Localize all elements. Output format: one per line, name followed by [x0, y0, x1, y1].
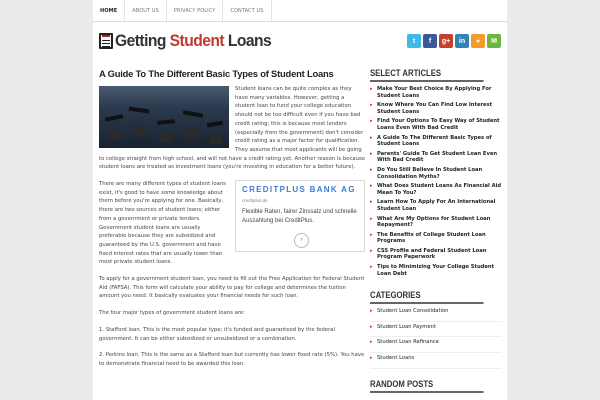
article-body: [99, 85, 365, 369]
widget-title: SELECT ARTICLES: [370, 68, 484, 82]
category-link[interactable]: ▸ Student Loan Refinance: [370, 339, 502, 353]
article-paragraph: The four major types of government student loans are:: [99, 310, 245, 317]
article-link[interactable]: ▸ What Does Student Loans As Financial Aid Mean To You?: [370, 183, 502, 199]
article-link[interactable]: ▸ Parents' Guide To Get Student Loan Even With Bad Credit: [370, 151, 502, 167]
site-title: Getting Student Loans: [115, 31, 272, 50]
nav-privacy-policy[interactable]: PRIVACY POLICY: [167, 0, 224, 21]
linkedin-icon[interactable]: in: [455, 34, 469, 48]
email-icon[interactable]: ✉: [487, 34, 501, 48]
sidebar: [370, 68, 502, 400]
article-link[interactable]: ▸ A Guide To The Different Basic Types of Student Loans: [370, 135, 502, 151]
site-logo[interactable]: [99, 31, 285, 51]
notebook-icon: [99, 33, 113, 49]
graduation-photo: [99, 86, 229, 148]
googleplus-icon[interactable]: g+: [439, 34, 453, 48]
main-content: [99, 68, 365, 377]
ad-domain: creditplus.de: [242, 198, 268, 204]
nav-contact-us[interactable]: CONTACT US: [223, 0, 271, 21]
article-link[interactable]: ▸ Do You Still Believe In Student Loan Consolidation Myths?: [370, 167, 502, 183]
categories-widget: [370, 290, 502, 368]
category-link[interactable]: ▸ Student Loan Payment: [370, 324, 502, 338]
article-paragraph: Student loans can be quite complex as they have many variables. However, getting a student loan to fund your college education should not be too difficult even if you have bad credit rating; this is because most lenders (especially from the government) don't consider credit rating as a major factor for qualification. They assume that most applicants will be going to college straight from high school, and will not have a credit rating yet. Another reason is because student loans are treated as investment loans (you're investing in education for a better future).: [99, 86, 366, 171]
article-link[interactable]: ▸ Tips to Minimizing Your College Student Loan Debt: [370, 264, 502, 280]
article-link[interactable]: ▸ What Are My Options for Student Loan Repayment?: [370, 216, 502, 232]
page-container: [93, 0, 507, 400]
top-nav: [93, 0, 507, 22]
widget-title: RANDOM POSTS: [370, 379, 484, 393]
ad-banner[interactable]: [235, 180, 365, 252]
article-link[interactable]: ▸ Learn How To Apply For An International Student Loan: [370, 199, 502, 215]
ad-title[interactable]: CREDITPLUS BANK AG: [242, 185, 356, 195]
article-paragraph: To apply for a government student loan, you need to fill out the Free Application for Federal Student Aid (FAFSA). This form will calculate your ability to pay for college and determines the tuition amount you need. It basically evaluates your financial needs for such loan.: [99, 276, 365, 300]
site-header: [93, 22, 507, 62]
category-link[interactable]: ▸ Student Loans: [370, 355, 502, 369]
random-posts-widget: [370, 379, 502, 393]
chevron-right-icon[interactable]: ›: [294, 233, 309, 248]
article-link[interactable]: ▸ Know Where You Can Find Low Interest Student Loans: [370, 102, 502, 118]
article-link[interactable]: ▸ Find Your Options To Easy Way of Student Loans Even With Bad Credit: [370, 118, 502, 134]
article-paragraph: 2. Perkins loan. This is the same as a Stafford loan but currently has lower fixed rate (5%). You have to demonstrate financial need to be awarded this loan.: [99, 352, 365, 367]
twitter-icon[interactable]: t: [407, 34, 421, 48]
category-link[interactable]: ▸ Student Loan Consolidation: [370, 308, 502, 322]
select-articles-widget: [370, 68, 502, 280]
rss-icon[interactable]: ●: [471, 34, 485, 48]
social-links: [407, 34, 501, 48]
widget-title: CATEGORIES: [370, 290, 484, 304]
post-title[interactable]: A Guide To The Different Basic Types of Student Loans: [99, 68, 334, 79]
article-paragraph: 1. Stafford loan. This is the most popular type; it's funded and guaranteed by the federal government. It can be either subsidized or unsubsidized or a combination.: [99, 326, 335, 342]
article-link[interactable]: ▸ Make Your Best Choice By Applying For Student Loans: [370, 86, 502, 102]
ad-text: Flexible Raten, fairer Zinssatz und schnelle Auszahlung bei CreditPlus.: [242, 208, 357, 224]
article-paragraph: There are many different types of student loans exist, it's good to have some knowledge about them before you're applying for one. Basically, there are two sources of student loans; either from a government or private lenders. Government student loans are usually preferable because they are subsidized and guaranteed by the U.S. government and have fixed interest rates that are usually lower than most private student loans.: [99, 181, 226, 266]
nav-about-us[interactable]: ABOUT US: [125, 0, 167, 21]
article-link[interactable]: ▸ The Benefits of College Student Loan Programs: [370, 232, 502, 248]
nav-home[interactable]: HOME: [93, 0, 125, 21]
facebook-icon[interactable]: f: [423, 34, 437, 48]
article-link[interactable]: ▸ CSS Profile and Federal Student Loan Program Paperwork: [370, 248, 502, 264]
